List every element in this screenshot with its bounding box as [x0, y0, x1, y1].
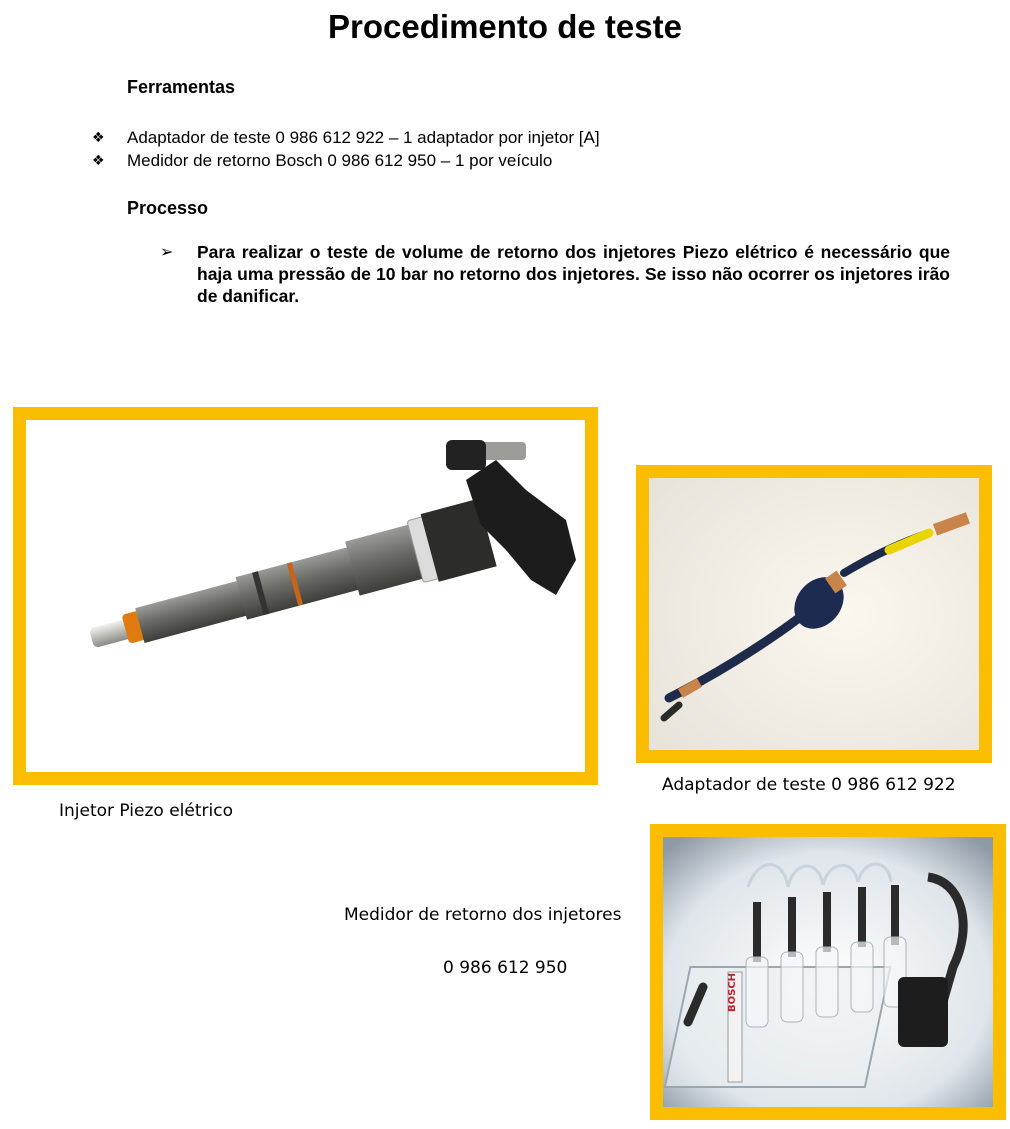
process-text: Para realizar o teste de volume de retorno dos injetores Piezo elétrico é necessário que haja uma pressão de 10 bar no retorno dos injetores. Se isso não ocorrer os injetores irão de danificar. [197, 242, 950, 306]
process-item [160, 241, 950, 307]
tool-item-text: Medidor de retorno Bosch 0 986 612 950 – 1 por veículo [127, 151, 553, 170]
tool-item-text: Adaptador de teste 0 986 612 922 – 1 adaptador por injetor [A] [127, 128, 600, 147]
arrow-bullet-icon: ➢ [160, 244, 174, 261]
page-title: Procedimento de teste [328, 8, 682, 45]
list-item [92, 149, 600, 172]
diamond-bullet-icon: ❖ [92, 152, 105, 168]
meter-caption: Medidor de retorno dos injetores [344, 905, 622, 925]
meter-part-number: 0 986 612 950 [443, 958, 568, 978]
tools-list [92, 126, 600, 172]
injector-image-frame [13, 407, 598, 785]
return-meter-image [663, 837, 993, 1107]
adapter-caption: Adaptador de teste 0 986 612 922 [662, 775, 956, 795]
bosch-logo: BOSCH [727, 972, 738, 1012]
diamond-bullet-icon: ❖ [92, 129, 105, 145]
adapter-image-frame [636, 465, 992, 763]
test-adapter-image [649, 478, 979, 750]
injector-caption: Injetor Piezo elétrico [59, 801, 233, 821]
process-heading: Processo [127, 198, 209, 218]
meter-image-frame [650, 824, 1006, 1120]
list-item [92, 126, 600, 149]
piezo-injector-image [26, 420, 585, 772]
tools-heading: Ferramentas [127, 77, 236, 97]
